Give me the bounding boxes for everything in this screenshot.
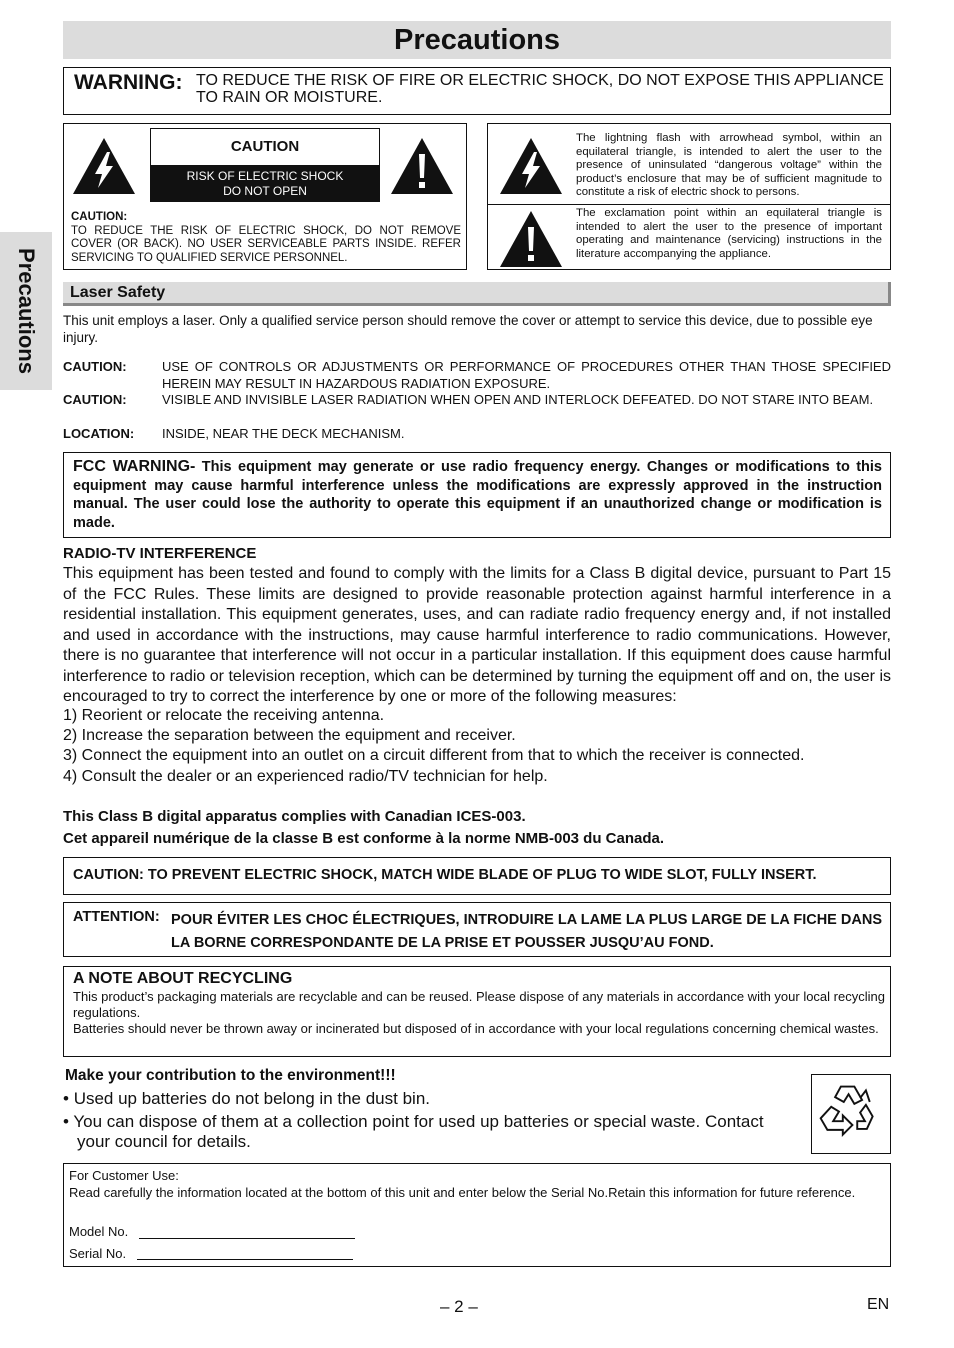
caution-label-heading: CAUTION: [230, 138, 300, 155]
caution-text-body: TO REDUCE THE RISK OF ELECTRIC SHOCK, DO NOT REMOVE COVER (OR BACK). NO USER SERVICEABLE PARTS INSIDE. REFER SERVICING TO QUALIFIED SERVICE PERSONNEL.: [71, 224, 461, 264]
class-b-fr: Cet appareil numérique de la classe B est conforme à la norme NMB-003 du Canada.: [63, 830, 665, 847]
laser-caution-1-label: CAUTION:: [63, 359, 127, 374]
battery-recycle-icon: [811, 1074, 891, 1154]
fcc-warning-body: This equipment may generate or use radio frequency energy. Changes or modifications to this equipment may cause harmful interference unless the modifications are expressly approved in the instruction manual. The user could lose the authority to operate this equipment if an unauthorized change or modification is made.: [73, 459, 882, 531]
page-title: Precautions: [63, 21, 891, 59]
laser-caution-2-label: CAUTION:: [63, 392, 127, 407]
environment-bullet-1-text: Used up batteries do not belong in the dust bin.: [73, 1089, 430, 1108]
model-number-line[interactable]: [139, 1238, 355, 1239]
lightning-row: [488, 124, 890, 204]
fcc-warning-label: FCC WARNING-: [73, 458, 196, 475]
customer-line2: Read carefully the information located at the bottom of this unit and enter below the Serial No.Retain this information for future reference.: [69, 1185, 856, 1200]
laser-intro: This unit employs a laser. Only a qualified service person should remove the cover or attempt to service this device, due to possible eye injury.: [63, 313, 873, 345]
caution-label-risk: [151, 165, 379, 202]
laser-caution-1-text: USE OF CONTROLS OR ADJUSTMENTS OR PERFORMANCE OF PROCEDURES OTHER THAN THOSE SPECIFIED HEREIN MAY RESULT IN HAZARDOUS RADIATION EXPOSURE.: [162, 359, 891, 391]
warning-text: TO REDUCE THE RISK OF FIRE OR ELECTRIC SHOCK, DO NOT EXPOSE THIS APPLIANCE TO RAIN OR MOISTURE.: [196, 72, 884, 106]
customer-use-box: [63, 1163, 891, 1267]
recycling-p1: This product’s packaging materials are recyclable and can be reused. Please dispose of any materials in accordance with your local recycling regulations.: [73, 989, 885, 1020]
side-tab: [0, 232, 52, 390]
laser-caution-2: [63, 392, 891, 426]
class-b-en: This Class B digital apparatus complies with Canadian ICES-003.: [63, 808, 526, 825]
laser-caution-2-text: VISIBLE AND INVISIBLE LASER RADIATION WHEN OPEN AND INTERLOCK DEFEATED. DO NOT STARE INTO BEAM.: [162, 392, 874, 407]
fcc-warning-text: [73, 458, 882, 532]
laser-location: [63, 426, 891, 443]
fcc-warning-box: [63, 452, 891, 538]
plug-caution-box: [63, 857, 891, 895]
model-label: Model No.: [69, 1224, 129, 1239]
laser-caution-1: [63, 359, 891, 393]
attention-box: [63, 902, 891, 957]
warning-box: [63, 67, 891, 115]
measure-4: 4) Consult the dealer or an experienced radio/TV technician for help.: [63, 768, 548, 785]
laser-safety-heading: [63, 282, 891, 306]
environment-bullet-1: • Used up batteries do not belong in the dust bin.: [63, 1089, 430, 1108]
exclamation-triangle-icon: [389, 136, 455, 196]
environment-bullet-2-text: You can dispose of them at a collection point for used up batteries or special waste. Contact your council for details.: [73, 1112, 764, 1151]
page-number: – 2 –: [440, 1297, 478, 1316]
measure-2: 2) Increase the separation between the equipment and receiver.: [63, 727, 516, 744]
side-tab-label: Precautions: [14, 248, 39, 374]
recycling-p2: Batteries should never be thrown away or incinerated but disposed of in accordance with your local regulations concerning chemical wastes.: [73, 1021, 879, 1036]
caution-label-line1: RISK OF ELECTRIC SHOCK: [186, 169, 344, 183]
recycling-heading: A NOTE ABOUT RECYCLING: [73, 970, 293, 987]
caution-label-box: [63, 123, 467, 270]
recycle-arrows-icon: [812, 1075, 889, 1152]
exclamation-text: The exclamation point within an equilateral triangle is intended to alert the user to the presence of important operating and maintenance (servicing) instructions in the literature accompanying the appliance.: [576, 207, 882, 260]
environment-bullet-2: • You can dispose of them at a collection point for used up batteries or special waste. Contact your council for details.: [63, 1112, 764, 1151]
customer-line1: For Customer Use:: [69, 1168, 179, 1183]
lightning-text: The lightning flash with arrowhead symbol, within an equilateral triangle, is intended to alert the user to the presence of uninsulated “dangerous voltage” within the product’s enclosure that may be of sufficient magnitude to constitute a risk of electric shock to persons.: [576, 132, 882, 198]
serial-label: Serial No.: [69, 1246, 127, 1261]
serial-number-line[interactable]: [137, 1259, 353, 1260]
exclamation-row: [488, 205, 890, 269]
laser-location-label: LOCATION:: [63, 426, 135, 441]
caution-label-line2: DO NOT OPEN: [223, 184, 307, 198]
environment-heading: Make your contribution to the environment!!!: [65, 1067, 396, 1084]
warning-label: WARNING:: [74, 71, 183, 94]
attention-text: POUR ÉVITER LES CHOC ÉLECTRIQUES, INTRODUIRE LA LAME LA PLUS LARGE DE LA FICHE DANS LA BORNE CORRESPONDANTE DE LA PRISE ET POUSSER JUSQU’AU FOND.: [171, 912, 882, 951]
language-code: EN: [867, 1296, 890, 1313]
plug-caution-text: CAUTION: TO PREVENT ELECTRIC SHOCK, MATCH WIDE BLADE OF PLUG TO WIDE SLOT, FULLY INSERT.: [73, 867, 817, 883]
laser-location-text: INSIDE, NEAR THE DECK MECHANISM.: [162, 426, 405, 441]
caution-label: [150, 128, 380, 202]
radio-tv-body: This equipment has been tested and found to comply with the limits for a Class B digital device, pursuant to Part 15 of the FCC Rules. These limits are designed to provide reasonable protection against harmful interference in a residential installation. This equipment generates, uses, and can radiate radio frequency energy and, if not installed and used in accordance with the instructions, may cause harmful interference to radio communications. However, there is no guarantee that interference will not occur in a particular installation. If this equipment does cause harmful interference to radio or television reception, which can be determined by turning the equipment off and on, the user is encouraged to try to correct the interference by one or more of the following measures:: [63, 565, 891, 705]
symbol-explanations: [487, 123, 891, 270]
caution-text-title: CAUTION:: [71, 211, 128, 223]
exclamation-triangle-icon: [498, 209, 564, 269]
measure-1: 1) Reorient or relocate the receiving antenna.: [63, 707, 385, 724]
recycling-box: [63, 966, 891, 1057]
lightning-triangle-icon: [498, 136, 564, 196]
laser-safety-heading-text: Laser Safety: [70, 284, 166, 301]
attention-label: ATTENTION:: [73, 909, 160, 925]
measure-3: 3) Connect the equipment into an outlet on a circuit different from that to which the receiver is connected.: [63, 747, 805, 764]
radio-tv-heading: RADIO-TV INTERFERENCE: [63, 545, 257, 562]
caution-text: [71, 211, 461, 265]
lightning-triangle-icon: [71, 136, 137, 196]
